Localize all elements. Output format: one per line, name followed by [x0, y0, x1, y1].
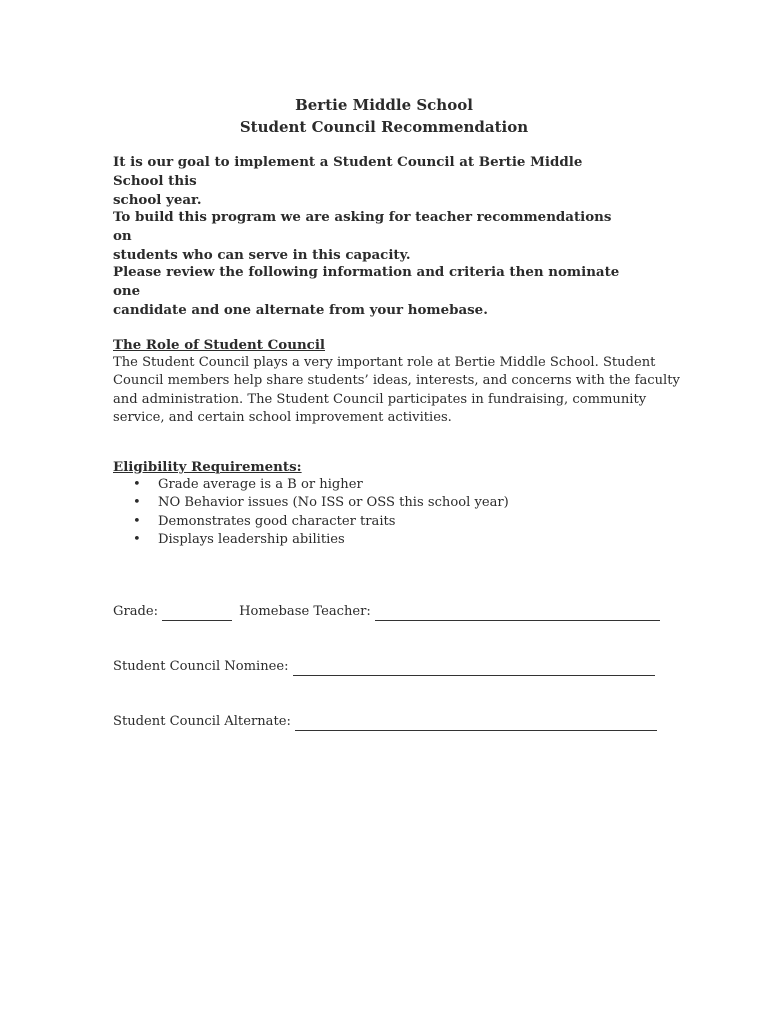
intro-line: candidate and one alternate from your homebase. [113, 302, 488, 318]
grade-label: Grade: [113, 604, 159, 619]
alternate-label: Student Council Alternate: [113, 714, 291, 729]
alternate-row [113, 713, 657, 731]
list-item-text: Displays leadership abilities [158, 531, 345, 547]
role-line: The Student Council plays a very important role at Bertie Middle School. Student [113, 355, 656, 370]
grade-field[interactable] [162, 606, 232, 621]
intro-paragraph-program [113, 208, 633, 265]
intro-line: It is our goal to implement a Student Council at Bertie Middle School this [113, 154, 583, 189]
bullet-icon: • [133, 477, 141, 492]
school-name: Bertie Middle School [295, 96, 473, 114]
role-line: service, and certain school improvement activities. [113, 409, 452, 425]
intro-line: school year. [113, 192, 202, 208]
bullet-icon: • [133, 495, 141, 511]
eligibility-heading: Eligibility Requirements: [113, 459, 302, 475]
list-item-text: NO Behavior issues (No ISS or OSS this school year) [158, 495, 509, 511]
bullet-icon: • [133, 531, 141, 547]
homebase-teacher-label: Homebase Teacher: [239, 604, 371, 619]
grade-teacher-row [113, 603, 660, 621]
intro-line: To build this program we are asking for teacher recommendations on [113, 209, 612, 244]
nominee-label: Student Council Nominee: [113, 659, 289, 674]
intro-line: Please review the following information and criteria then nominate one [113, 264, 620, 299]
alternate-field[interactable] [295, 716, 657, 731]
intro-paragraph-goal [113, 153, 633, 210]
eligibility-list [113, 476, 509, 549]
list-item [113, 494, 509, 512]
form-title: Student Council Recommendation [239, 118, 529, 136]
intro-line: students who can serve in this capacity. [113, 247, 411, 263]
list-item-text: Grade average is a B or higher [158, 477, 363, 492]
role-description [113, 354, 680, 427]
list-item [113, 531, 509, 549]
role-line: Council members help share students’ ideas, interests, and concerns with the faculty [113, 373, 680, 389]
homebase-teacher-field[interactable] [375, 606, 660, 621]
document-header [0, 94, 768, 138]
bullet-icon: • [133, 513, 141, 529]
intro-paragraph-instructions [113, 263, 633, 320]
role-heading: The Role of Student Council [113, 337, 326, 353]
list-item [113, 476, 509, 494]
nominee-field[interactable] [293, 661, 655, 676]
nominee-row [113, 658, 655, 676]
list-item-text: Demonstrates good character traits [158, 513, 396, 529]
role-line: and administration. The Student Council participates in fundraising, community [113, 391, 647, 407]
list-item [113, 513, 509, 531]
